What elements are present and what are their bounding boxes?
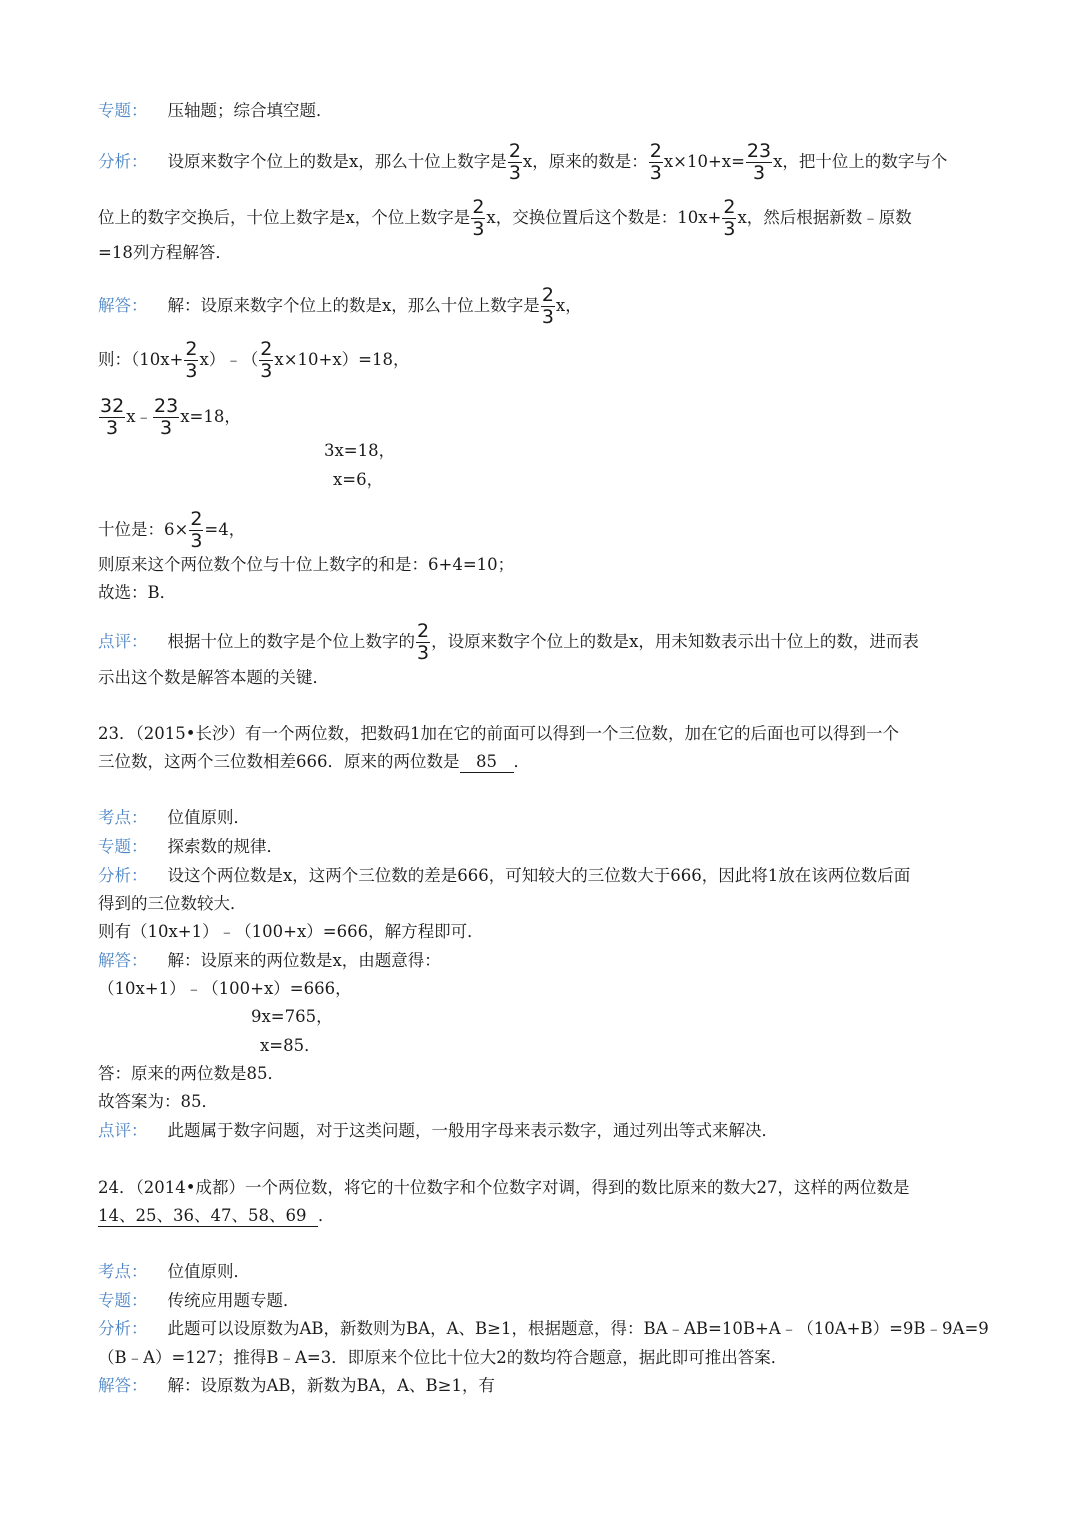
q23-solution-line-4: x=85．: [260, 1036, 321, 1055]
comment-label: 点评：: [98, 1121, 148, 1140]
q22-analysis-line-3: =18列方程解答．: [98, 243, 232, 262]
q22-solution-line-8: 故选：B．: [98, 583, 177, 602]
q24-solution-line-1: 解答： 解：设原数为AB，新数为BA，A、B≥1，有: [98, 1376, 495, 1395]
q23-point-line: 考点： 位值原则．: [98, 808, 250, 827]
q22-solution-line-3: $\frac{32}{3}$ x﹣ $\frac{23}{3}$ x=18，: [100, 395, 241, 439]
q23-solution-line-5: 答：原来的两位数是85．: [98, 1064, 284, 1083]
comment-label: 点评：: [98, 632, 148, 651]
fraction-two-thirds: $\frac{2}{3}$: [185, 338, 198, 382]
q24-point-line: 考点： 位值原则．: [98, 1262, 250, 1281]
fraction-two-thirds: $\frac{2}{3}$: [508, 140, 521, 184]
q23-answer-blank: 85: [460, 752, 514, 773]
q23-stem-line-2: 三位数，这两个三位数相差666．原来的两位数是 85 ．: [98, 752, 530, 771]
fraction-two-thirds: $\frac{2}{3}$: [649, 140, 662, 184]
q23-analysis-line-2: 得到的三位数较大．: [98, 894, 247, 913]
q24-analysis-line-2: （B﹣A）=127；推得B﹣A=3．即原来个位比十位大2的数均符合题意，据此即可推出答案．: [98, 1348, 788, 1367]
q22-topic-line: [98, 101, 333, 121]
q22-topic: 压轴题；综合填空题．: [167, 101, 333, 120]
q22-solution-line-4: 3x=18，: [324, 441, 396, 460]
q24-stem-line-2: 14、25、36、47、58、69 ．: [98, 1206, 335, 1225]
fraction-twentythree-thirds: $\frac{23}{3}$: [746, 140, 772, 184]
q23-stem-line-1: 23．（2015•长沙）有一个两位数，把数码1加在它的前面可以得到一个三位数，加在它的后面也可以得到一个: [98, 724, 899, 743]
point-label: 考点：: [98, 1262, 148, 1281]
q22-analysis-line-2: 位上的数字交换后，十位上数字是x，个位上数字是 $\frac{2}{3}$ x，交换位置后这个数是：10x+ $\frac{2}{3}$ x，然后根据新数﹣原数: [98, 196, 912, 240]
q23-solution-line-3: 9x=765，: [251, 1007, 333, 1026]
q23-comment-line: 点评： 此题属于数字问题，对于这类问题，一般用字母来表示数字，通过列出等式来解决．: [98, 1121, 778, 1140]
topic-label: 专题：: [98, 101, 148, 120]
q23-analysis-line-1: 分析： 设这个两位数是x，这两个三位数的差是666，可知较大的三位数大于666，因此将1放在该两位数后面: [98, 866, 911, 885]
q23-solution-line-2: （10x+1）﹣（100+x）=666，: [98, 979, 352, 998]
solution-label: 解答：: [98, 1376, 148, 1395]
fraction-two-thirds: $\frac{2}{3}$: [190, 508, 203, 552]
solution-label: 解答：: [98, 296, 148, 315]
solution-label: 解答：: [98, 951, 148, 970]
analysis-label: 分析：: [98, 1319, 148, 1338]
fraction-two-thirds: $\frac{2}{3}$: [260, 338, 273, 382]
q22-solution-line-2: 则：（10x+ $\frac{2}{3}$ x）﹣（ $\frac{2}{3}$ x×10+x）=18，: [98, 338, 410, 382]
q24-stem-line-1: 24．（2014•成都）一个两位数，将它的十位数字和个位数字对调，得到的数比原来的数大27，这样的两位数是: [98, 1178, 910, 1197]
q22-solution-line-5: x=6，: [333, 470, 384, 489]
q23-solution-line-6: 故答案为：85．: [98, 1092, 218, 1111]
point-label: 考点：: [98, 808, 148, 827]
fraction-two-thirds: $\frac{2}{3}$: [541, 284, 554, 328]
q24-analysis-line-1: 分析： 此题可以设原数为AB，新数则为BA，A、B≥1，根据题意，得：BA﹣AB=10B+A﹣（10A+B）=9B﹣9A=9: [98, 1319, 989, 1338]
q23-analysis-line-3: 则有（10x+1）﹣（100+x）=666，解方程即可．: [98, 922, 484, 941]
q24-topic-line: 专题： 传统应用题专题．: [98, 1291, 300, 1310]
q22-solution-line-1: 解答： 解：设原来数字个位上的数是x，那么十位上数字是 $\frac{2}{3}$ x，: [98, 284, 582, 328]
topic-label: 专题：: [98, 1291, 148, 1310]
fraction-two-thirds: $\frac{2}{3}$: [723, 196, 736, 240]
analysis-label: 分析：: [98, 152, 148, 171]
q23-solution-line-1: 解答： 解：设原来的两位数是x，由题意得：: [98, 951, 441, 970]
fraction-thirtytwo-thirds: $\frac{32}{3}$: [100, 395, 125, 439]
q22-solution-line-6: 十位是：6× $\frac{2}{3}$ =4，: [98, 508, 246, 552]
q22-comment-line-2: 示出这个数是解答本题的关键．: [98, 668, 329, 687]
topic-label: 专题：: [98, 837, 148, 856]
q23-topic-line: 专题： 探索数的规律．: [98, 837, 283, 856]
q24-answer-blank: 14、25、36、47、58、69: [98, 1206, 318, 1227]
q22-analysis-line-1: 分析： 设原来数字个位上的数是x，那么十位上数字是 $\frac{2}{3}$ x，原来的数是： $\frac{2}{3}$ x×10+x= $\frac{23}{3}$ x，把十位上的数字与个: [98, 140, 948, 184]
q22-comment-line-1: 点评： 根据十位上的数字是个位上数字的 $\frac{2}{3}$ ，设原来数字个位上的数是x，用未知数表示出十位上的数，进而表: [98, 620, 919, 664]
fraction-two-thirds: $\frac{2}{3}$: [417, 620, 430, 664]
fraction-twentythree-thirds: $\frac{23}{3}$: [154, 395, 179, 439]
q22-solution-line-7: 则原来这个两位数个位与十位上数字的和是：6+4=10；: [98, 555, 515, 574]
fraction-two-thirds: $\frac{2}{3}$: [472, 196, 485, 240]
analysis-label: 分析：: [98, 866, 148, 885]
